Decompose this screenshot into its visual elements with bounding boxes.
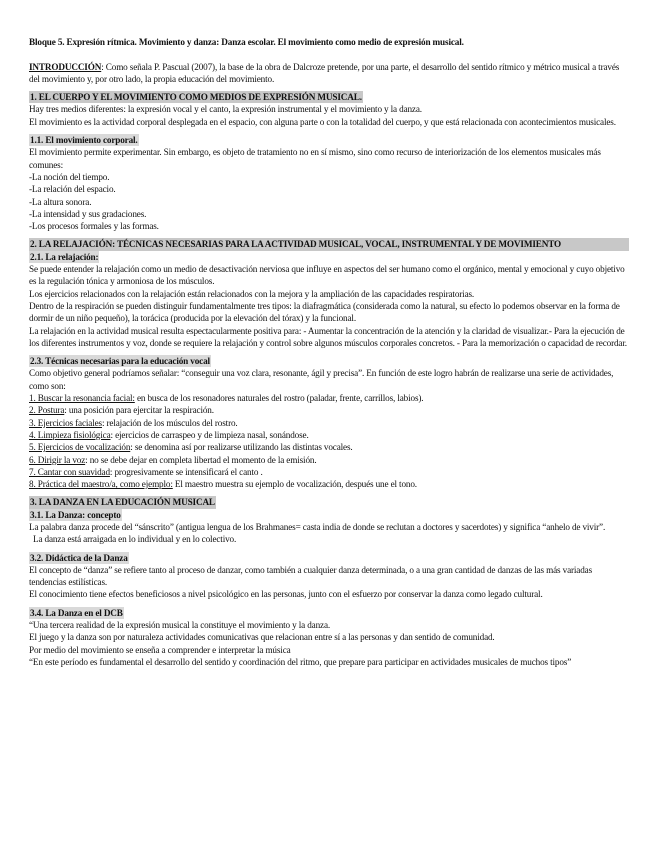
list-item: 6. Dirigir la voz: no se debe dejar en completa libertad el momento de la emisión.: [29, 454, 317, 465]
list-item: 5. Ejercicios de vocalización: se denomina así por realizarse utilizando las distintas vocales.: [29, 442, 353, 453]
section-2-paragraph-2: Los ejercicios relacionados con la relajación están relacionados con la mejora y la ampliación de las capacidades respiratorias.: [29, 288, 475, 299]
section-3-1-heading: 3.1. La Danza: concepto: [30, 509, 121, 520]
section-2-3-paragraph: Como objetivo general podríamos señalar: “conseguir una voz clara, resonante, ágil y precisa”. En función de este logro habrán de realizarse una serie de actividades, como son:: [29, 368, 614, 391]
section-1-paragraph-1: Hay tres medios diferentes: la expresión vocal y el canto, la expresión instrumental y el movimiento y la danza.: [29, 104, 422, 115]
section-2-paragraph-3: Dentro de la respiración se pueden distinguir fundamentalmente tres tipos: la diafragmática (considerada como la natural, su efecto lo podemos observar en la forma de dormir de un niño pequeño), la torácica (producida por la elevación del tórax) y la funcional.: [29, 300, 620, 324]
section-2-1-heading: 2.1. La relajación:: [30, 251, 99, 262]
intro-text: : Como señala P. Pascual (2007), la base de la obra de Dalcroze pretende, por una parte, el desarrollo del sentido rítmico y métrico musical a través del movimiento y, por otro lado, la propia educación del movimiento.: [29, 61, 620, 84]
list-item: 2. Postura: una posición para ejercitar la respiración.: [29, 405, 214, 416]
section-1-paragraph-2: El movimiento es la actividad corporal desplegada en el espacio, con alguna parte o con la totalidad del cuerpo, y que está relacionada con acontecimientos musicales.: [29, 116, 616, 127]
section-3-2-heading: 3.2. Didáctica de la Danza: [30, 552, 128, 563]
section-3-paragraph-2: La danza está arraigada en lo individual y en lo colectivo.: [33, 534, 237, 545]
list-item: -La altura sonora.: [29, 196, 92, 207]
intro-paragraph: [29, 61, 629, 86]
section-1-1-heading: 1.1. El movimiento corporal.: [30, 135, 138, 146]
section-3-4-paragraph-1: “Una tercera realidad de la expresión musical la constituye el movimiento y la danza.: [29, 620, 331, 631]
section-3-2-paragraph-2: El conocimiento tiene efectos beneficiosos a nivel psicológico en las personas, junto con el esfuerzo por conservar la danza como legado cultural.: [29, 589, 543, 600]
document-title: Bloque 5. Expresión rítmica. Movimiento y danza: Danza escolar. El movimiento como medio de expresión musical.: [29, 37, 464, 47]
section-3-2-paragraph-1: El concepto de “danza” se refiere tanto al proceso de danzar, como también a cualquier danza determinada, o a una gran cantidad de danzas de las más variadas tendencias estilísticas.: [29, 564, 593, 588]
section-2-paragraph-1: Se puede entender la relajación como un medio de desactivación nerviosa que influye en aspectos del ser humano como el orgánico, mental y emocional y cuyo objetivo es la regulación tónica y armoniosa de los músculos.: [29, 264, 625, 287]
section-3-heading: 3. LA DANZA EN LA EDUCACIÓN MUSICAL: [30, 497, 215, 508]
list-item: -La intensidad y sus gradaciones.: [29, 208, 147, 219]
list-item: -Los procesos formales y las formas.: [29, 221, 159, 232]
list-item: 4. Limpieza fisiológica: ejercicios de carraspeo y de limpieza nasal, sonándose.: [29, 429, 309, 440]
section-2-3-heading: 2.3. Técnicas necesarias para la educación vocal: [30, 356, 210, 367]
section-3-4-paragraph-4: “En este período es fundamental el desarrollo del sentido y coordinación del ritmo, que prepare para participar en actividades musicales de muchos tipos”: [29, 656, 572, 667]
section-2-paragraph-4: La relajación en la actividad musical resulta espectacularmente positiva para: - Aumentar la concentración de la atención y la claridad de visualizar.- Para la ejecución de los diferentes instrumentos y voz, donde se requiere la relajación y control sobre algunos músculos corporales concretos. - Para la memorización o capacidad de recordar.: [29, 325, 627, 348]
section-2-heading: 2. LA RELAJACIÓN: TÉCNICAS NECESARIAS PARA LA ACTIVIDAD MUSICAL, VOCAL, INSTRUMENTAL Y DE MOVIMIENTO: [29, 238, 629, 250]
section-1-1-paragraph: El movimiento permite experimentar. Sin embargo, es objeto de tratamiento no en sí mismo, sino como recurso de interiorización de los elementos musicales más comunes:: [29, 147, 601, 170]
list-item: -La noción del tiempo.: [29, 171, 110, 182]
section-3-4-paragraph-3: Por medio del movimiento se enseña a comprender e interpretar la música: [29, 644, 291, 655]
section-3-4-heading: 3.4. La Danza en el DCB: [30, 607, 123, 618]
section-3-paragraph-1: La palabra danza procede del “sánscrito” (antigua lengua de los Brahmanes= casta india de donde se reclutan a doctores y sacerdotes) y significa “anhelo de vivir”.: [29, 521, 606, 532]
document-page: [29, 36, 629, 668]
list-item: 3. Ejercicios faciales: relajación de los músculos del rostro.: [29, 417, 238, 428]
intro-label: INTRODUCCIÓN: [29, 61, 102, 72]
list-item: 7. Cantar con suavidad: progresivamente se intensificará el canto .: [29, 466, 263, 477]
section-3-4-paragraph-2: El juego y la danza son por naturaleza actividades comunicativas que relacionan entre sí a las personas y dan sentido de comunidad.: [29, 632, 495, 643]
section-1-heading: 1. EL CUERPO Y EL MOVIMIENTO COMO MEDIOS DE EXPRESIÓN MUSICAL.: [30, 92, 362, 103]
list-item: -La relación del espacio.: [29, 184, 116, 195]
list-item: 8. Práctica del maestro/a, como ejemplo: El maestro muestra su ejemplo de vocalización, después une el tono.: [29, 479, 417, 490]
list-item: 1. Buscar la resonancia facial: en busca de los resonadores naturales del rostro (paladar, frente, carrillos, labios).: [29, 393, 424, 404]
